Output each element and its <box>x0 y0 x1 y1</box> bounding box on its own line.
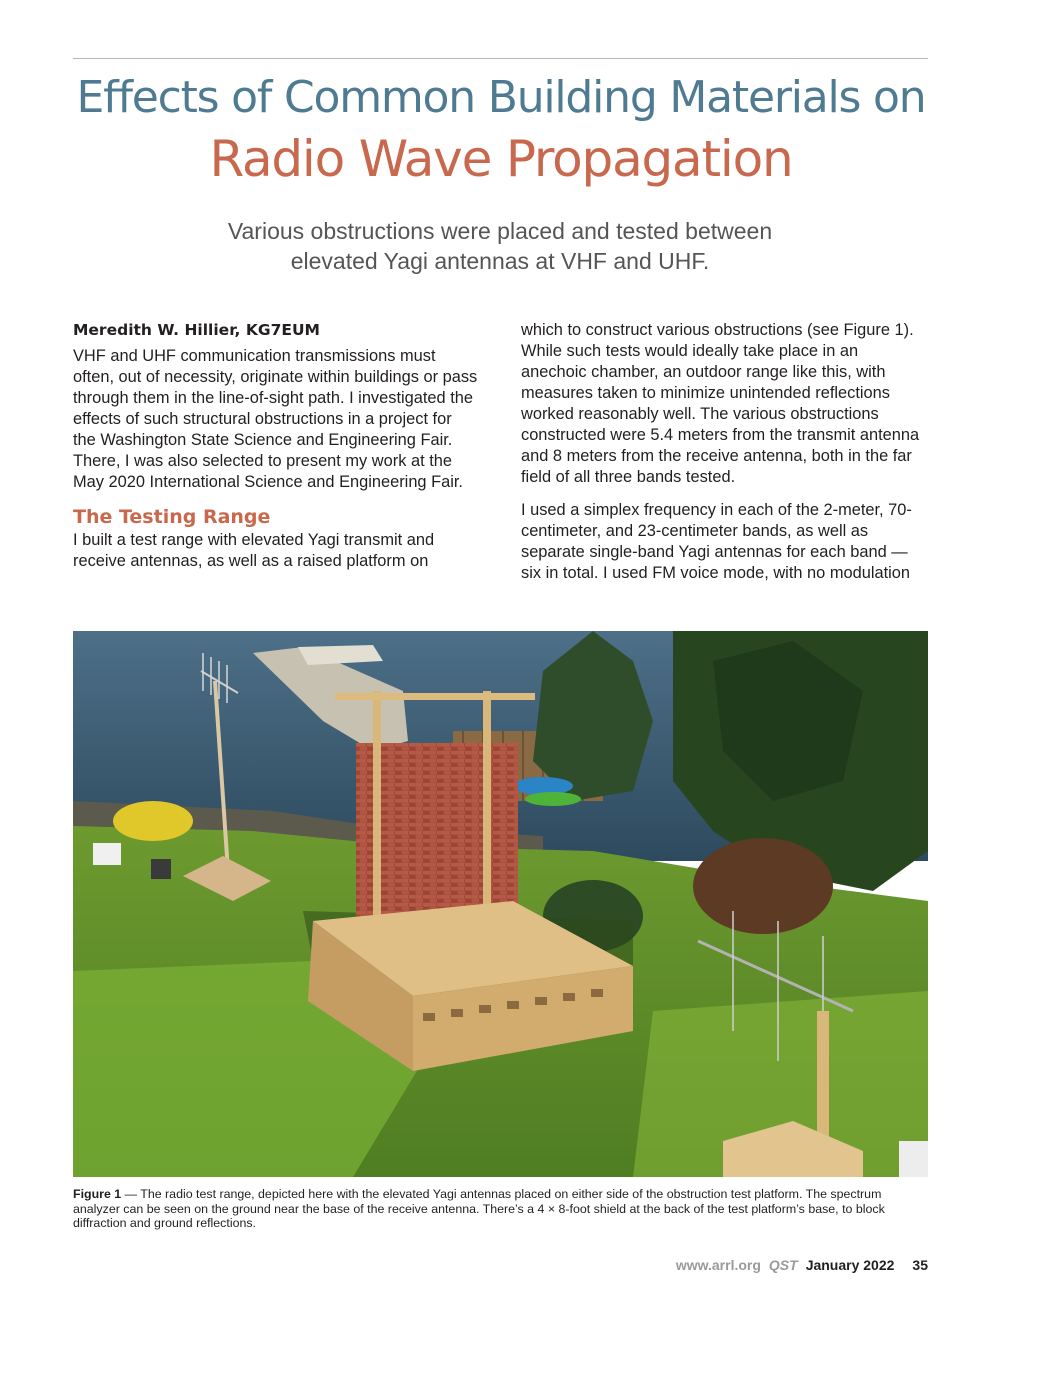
section-heading: The Testing Range <box>73 506 271 528</box>
figure-1-photo <box>73 631 928 1177</box>
page-number: 35 <box>912 1257 928 1273</box>
footer-date: January 2022 <box>805 1257 895 1273</box>
subtitle-line-2: elevated Yagi antennas at VHF and UHF. <box>290 248 710 274</box>
title-line-1: Effects of Common Building Materials on <box>76 72 926 123</box>
caption-text: — The radio test range, depicted here with the elevated Yagi antennas placed on either side of the obstruction test platform. The spectrum analyzer can be seen on the ground near the base of the receive antenna. There’s a 4 × 8-foot shield at the back of the test platform’s base, to block diffraction and ground reflections. <box>73 1187 885 1230</box>
simplex-paragraph: I used a simplex frequency in each of the 2-meter, 70-centimeter, and 23-centimeter bands, as well as separate single-band Yagi antennas for each band — six in total. I used FM voice mode, with no modulation <box>521 501 912 582</box>
figure-label: Figure 1 <box>73 1187 122 1201</box>
top-rule <box>73 58 928 59</box>
subtitle-line-1: Various obstructions were placed and tested between <box>227 218 773 244</box>
footer-magazine: QST <box>768 1257 798 1273</box>
column-left <box>73 320 478 572</box>
continuation-paragraph: which to construct various obstructions (see Figure 1). While such tests would ideally take place in an anechoic chamber, an outdoor range like this, with measures taken to minimize unintended reflections worked reasonably well. The various obstructions constructed were 5.4 meters from the transmit antenna and 8 meters from the receive antenna, both in the far field of all three bands tested. <box>521 321 920 486</box>
byline: Meredith W. Hillier, KG7EUM <box>73 321 320 339</box>
intro-paragraph: VHF and UHF communication transmissions must often, out of necessity, originate within buildings or pass through them in the line-of-sight path. I investigated the effects of such structural obstructions in a project for the Washington State Science and Engineering Fair. There, I was also selected to present my work at the May 2020 International Science and Engineering Fair. <box>73 347 478 491</box>
testing-range-paragraph: I built a test range with elevated Yagi transmit and receive antennas, as well as a raised platform on <box>73 531 435 570</box>
page-footer <box>676 1257 928 1273</box>
subtitle <box>190 216 810 276</box>
column-right <box>521 320 926 584</box>
footer-url: www.arrl.org <box>675 1257 761 1273</box>
figure-caption <box>73 1187 928 1231</box>
title-line-2: Radio Wave Propagation <box>209 130 793 188</box>
